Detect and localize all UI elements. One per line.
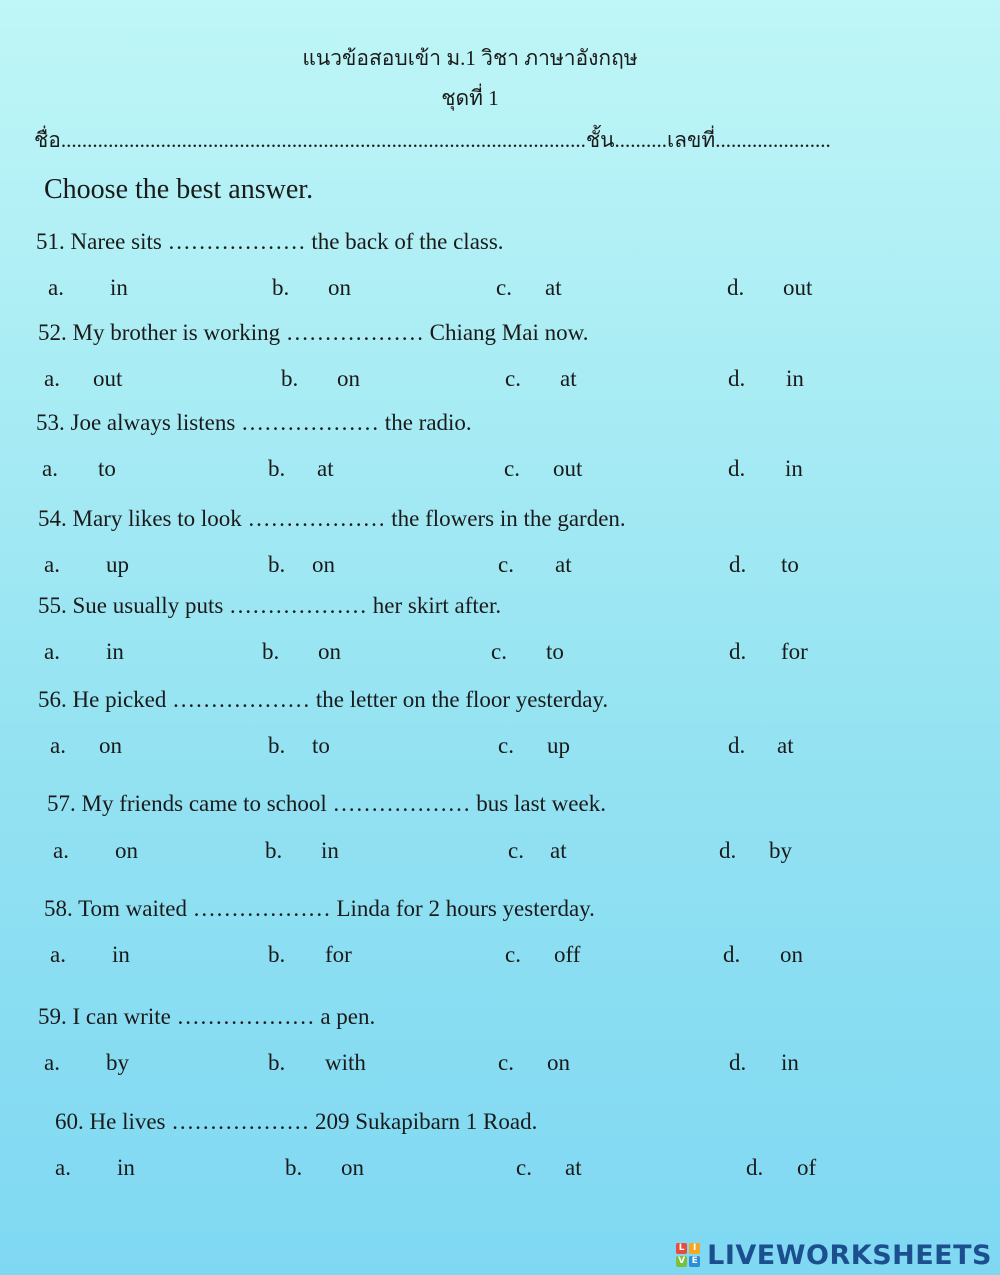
option-60-d[interactable]: of <box>797 1155 817 1180</box>
option-60-a-letter: a. <box>55 1155 71 1180</box>
option-57-c[interactable]: at <box>550 838 567 863</box>
liveworksheets-logo-icon <box>676 1243 700 1267</box>
option-54-b[interactable]: on <box>312 552 335 577</box>
option-51-a[interactable]: in <box>110 275 128 300</box>
option-59-d-letter: d. <box>729 1050 747 1075</box>
option-59-d[interactable]: in <box>781 1050 799 1075</box>
option-60-d-letter: d. <box>746 1155 764 1180</box>
option-58-d[interactable]: on <box>780 942 803 967</box>
student-info-line: ชื่อ....................................................................................................ชั้น..........เลขที่...................... <box>34 128 831 152</box>
option-59-b[interactable]: with <box>325 1050 366 1075</box>
option-52-b[interactable]: on <box>337 366 360 391</box>
worksheet-set-number: ชุดที่ 1 <box>441 86 499 110</box>
option-54-c-letter: c. <box>498 552 514 577</box>
option-55-c-letter: c. <box>491 639 507 664</box>
option-54-a[interactable]: up <box>106 552 129 577</box>
question-57: 57. My friends came to school ……………… bus last week. <box>47 791 606 816</box>
question-59: 59. I can write ……………… a pen. <box>38 1004 376 1029</box>
option-55-d-letter: d. <box>729 639 747 664</box>
logo-mark-letter: L <box>676 1243 687 1254</box>
option-53-a[interactable]: to <box>98 456 116 481</box>
option-52-d[interactable]: in <box>786 366 804 391</box>
option-58-a[interactable]: in <box>112 942 130 967</box>
option-57-a-letter: a. <box>53 838 69 863</box>
option-59-b-letter: b. <box>268 1050 286 1075</box>
option-54-c[interactable]: at <box>555 552 572 577</box>
option-60-a[interactable]: in <box>117 1155 135 1180</box>
option-51-b[interactable]: on <box>328 275 351 300</box>
option-59-c[interactable]: on <box>547 1050 570 1075</box>
option-58-a-letter: a. <box>50 942 66 967</box>
question-53: 53. Joe always listens ……………… the radio. <box>36 410 472 435</box>
option-52-c-letter: c. <box>505 366 521 391</box>
option-57-c-letter: c. <box>508 838 524 863</box>
option-52-c[interactable]: at <box>560 366 577 391</box>
option-55-d[interactable]: for <box>781 639 808 664</box>
option-58-c-letter: c. <box>505 942 521 967</box>
option-57-a[interactable]: on <box>115 838 138 863</box>
logo-mark-letter: V <box>676 1256 687 1267</box>
option-56-a[interactable]: on <box>99 733 122 758</box>
question-52: 52. My brother is working ……………… Chiang Mai now. <box>38 320 589 345</box>
option-57-d[interactable]: by <box>769 838 792 863</box>
option-56-b-letter: b. <box>268 733 286 758</box>
option-53-d[interactable]: in <box>785 456 803 481</box>
option-52-a[interactable]: out <box>93 366 123 391</box>
question-51: 51. Naree sits ……………… the back of the class. <box>36 229 504 254</box>
question-60: 60. He lives ……………… 209 Sukapibarn 1 Road. <box>55 1109 538 1134</box>
option-58-b-letter: b. <box>268 942 286 967</box>
option-51-c[interactable]: at <box>545 275 562 300</box>
option-51-a-letter: a. <box>48 275 64 300</box>
option-53-c[interactable]: out <box>553 456 583 481</box>
question-54: 54. Mary likes to look ……………… the flowers in the garden. <box>38 506 626 531</box>
option-56-c-letter: c. <box>498 733 514 758</box>
option-52-a-letter: a. <box>44 366 60 391</box>
option-55-c[interactable]: to <box>546 639 564 664</box>
option-58-d-letter: d. <box>723 942 741 967</box>
question-58: 58. Tom waited ……………… Linda for 2 hours yesterday. <box>44 896 595 921</box>
option-56-c[interactable]: up <box>547 733 570 758</box>
question-55: 55. Sue usually puts ……………… her skirt after. <box>38 593 502 618</box>
option-54-a-letter: a. <box>44 552 60 577</box>
instruction-text: Choose the best answer. <box>44 174 314 205</box>
option-57-b[interactable]: in <box>321 838 339 863</box>
option-59-a[interactable]: by <box>106 1050 129 1075</box>
option-54-d-letter: d. <box>729 552 747 577</box>
option-53-b-letter: b. <box>268 456 286 481</box>
option-51-b-letter: b. <box>272 275 290 300</box>
logo-mark-letter: E <box>689 1256 700 1267</box>
option-59-a-letter: a. <box>44 1050 60 1075</box>
option-55-a[interactable]: in <box>106 639 124 664</box>
option-56-d-letter: d. <box>728 733 746 758</box>
option-56-d[interactable]: at <box>777 733 794 758</box>
option-51-c-letter: c. <box>496 275 512 300</box>
option-60-b-letter: b. <box>285 1155 303 1180</box>
option-58-c[interactable]: off <box>554 942 581 967</box>
option-51-d-letter: d. <box>727 275 745 300</box>
option-51-d[interactable]: out <box>783 275 813 300</box>
option-53-d-letter: d. <box>728 456 746 481</box>
liveworksheets-logo-text: LIVEWORKSHEETS <box>707 1239 992 1271</box>
worksheet-title: แนวข้อสอบเข้า ม.1 วิชา ภาษาอังกฤษ <box>302 46 638 70</box>
option-60-c[interactable]: at <box>565 1155 582 1180</box>
option-54-b-letter: b. <box>268 552 286 577</box>
option-55-b-letter: b. <box>262 639 280 664</box>
option-58-b[interactable]: for <box>325 942 352 967</box>
option-57-b-letter: b. <box>265 838 283 863</box>
option-53-c-letter: c. <box>504 456 520 481</box>
option-53-a-letter: a. <box>42 456 58 481</box>
option-56-a-letter: a. <box>50 733 66 758</box>
liveworksheets-logo[interactable] <box>676 1238 992 1272</box>
question-56: 56. He picked ……………… the letter on the floor yesterday. <box>38 687 609 712</box>
option-60-b[interactable]: on <box>341 1155 364 1180</box>
option-54-d[interactable]: to <box>781 552 799 577</box>
option-52-d-letter: d. <box>728 366 746 391</box>
option-52-b-letter: b. <box>281 366 299 391</box>
option-55-a-letter: a. <box>44 639 60 664</box>
logo-mark-letter: I <box>689 1243 700 1254</box>
option-57-d-letter: d. <box>719 838 737 863</box>
option-55-b[interactable]: on <box>318 639 341 664</box>
option-53-b[interactable]: at <box>317 456 334 481</box>
option-60-c-letter: c. <box>516 1155 532 1180</box>
option-56-b[interactable]: to <box>312 733 330 758</box>
option-59-c-letter: c. <box>498 1050 514 1075</box>
